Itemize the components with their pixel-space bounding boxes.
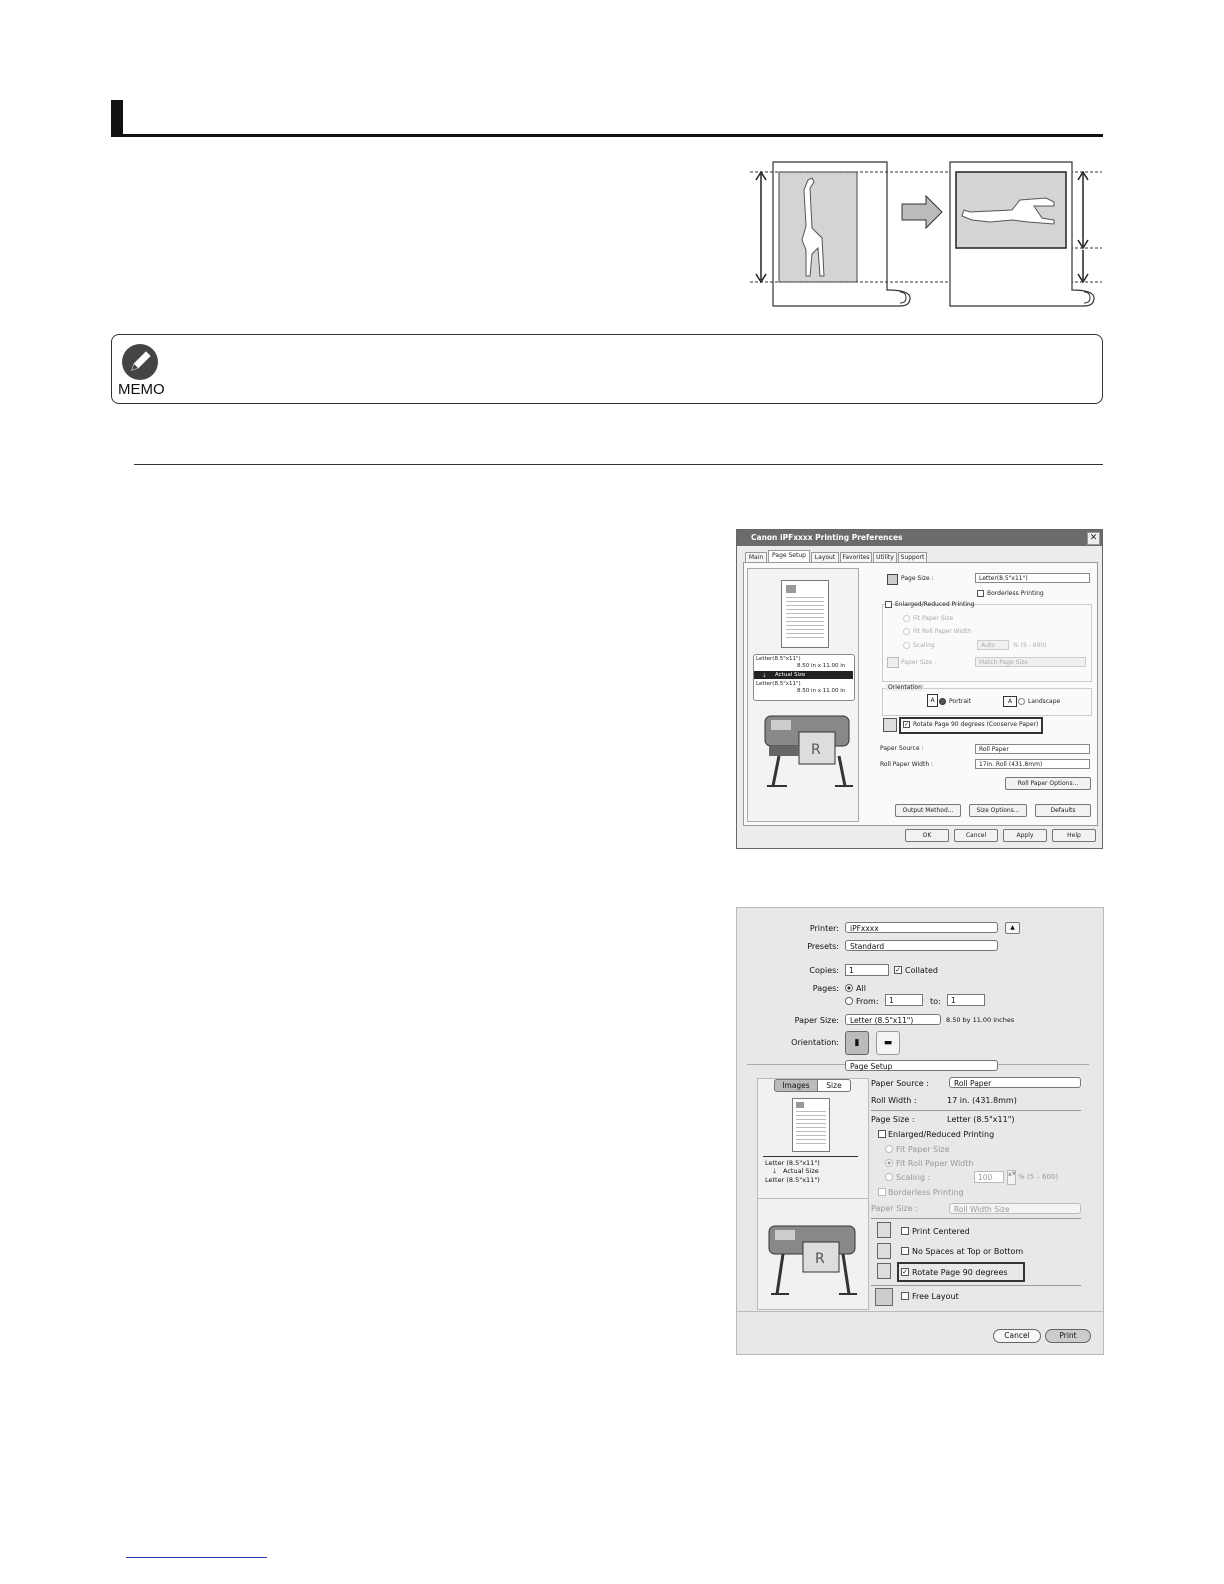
rotate-label: Rotate Page 90 degrees (Conserve Paper) (913, 721, 1039, 728)
defaults-button[interactable]: Defaults (1035, 804, 1091, 817)
mac-roll-width-value: 17 in. (431.8mm) (947, 1096, 1017, 1105)
page-size-select[interactable]: Letter(8.5"x11") (975, 573, 1090, 583)
apply-button[interactable]: Apply (1003, 829, 1047, 842)
tab-images[interactable]: Images (774, 1079, 818, 1092)
output-method-button[interactable]: Output Method... (895, 804, 961, 817)
mac-roll-width-label: Roll Width : (871, 1096, 917, 1105)
pages-from-radio[interactable] (845, 997, 853, 1005)
tab-layout[interactable]: Layout (811, 552, 839, 564)
collated-label: Collated (905, 966, 938, 975)
free-layout-icon (875, 1288, 893, 1306)
paper-size-label: Paper Size: (794, 1016, 839, 1025)
enlarged-checkbox[interactable] (885, 601, 892, 608)
fit-paper-label: Fit Paper Size (913, 615, 954, 622)
paper-size-select[interactable]: Match Page Size (975, 657, 1086, 667)
scaling-range: % (5 - 600) (1013, 642, 1047, 649)
page-thumbnail (781, 580, 829, 648)
tab-page-setup[interactable]: Page Setup (768, 550, 810, 564)
dialog-title-bar (737, 530, 1102, 546)
preview-dims-line2: 8.50 in x 11.00 in (797, 688, 846, 694)
tab-favorites[interactable]: Favorites (840, 552, 872, 564)
copies-label: Copies: (809, 966, 839, 975)
tab-size[interactable]: Size (817, 1079, 851, 1092)
rule-2 (871, 1218, 1081, 1219)
mac-enlarged-checkbox[interactable] (878, 1130, 886, 1138)
mac-preview-line2: Letter (8.5"x11") (765, 1176, 820, 1184)
paper-dimensions: 8.50 by 11.00 inches (946, 1016, 1015, 1024)
landscape-orientation-icon[interactable]: ▬ (876, 1031, 900, 1055)
to-label: to: (930, 997, 941, 1006)
printer-popup[interactable]: iPFxxxx (845, 922, 998, 933)
arrow-down-icon: 🡓 (763, 673, 766, 679)
actual-size-label: Actual Size (775, 672, 806, 678)
pencil-icon (122, 344, 158, 380)
rotate-page-icon (883, 718, 897, 732)
scaling-stepper-icon[interactable]: ▲▼ (1007, 1170, 1016, 1185)
pane-popup[interactable]: Page Setup (845, 1060, 998, 1071)
mac-arrow-down-icon: 🡓 (773, 1167, 777, 1175)
scaling-radio[interactable] (903, 642, 910, 649)
mac-paper-source-label: Paper Source : (871, 1079, 929, 1088)
help-button[interactable]: Help (1052, 829, 1096, 842)
mac-borderless-label: Borderless Printing (888, 1188, 964, 1197)
landscape-radio[interactable] (1018, 698, 1025, 705)
no-spaces-label: No Spaces at Top or Bottom (912, 1247, 1024, 1256)
mac-enlarged-label: Enlarged/Reduced Printing (888, 1130, 995, 1139)
mac-page-thumbnail (792, 1098, 830, 1152)
borderless-checkbox[interactable] (977, 590, 984, 597)
size-options-button[interactable]: Size Options... (969, 804, 1027, 817)
preview-rule (763, 1156, 858, 1157)
cancel-button[interactable]: Cancel (954, 829, 998, 842)
from-field[interactable]: 1 (885, 994, 923, 1006)
rule-1 (871, 1110, 1081, 1111)
mac-cancel-button[interactable]: Cancel (993, 1329, 1041, 1343)
roll-paper-options-button[interactable]: Roll Paper Options... (1005, 777, 1091, 790)
memo-box (111, 334, 1103, 404)
dialog-title: Canon iPFxxxx Printing Preferences (751, 533, 903, 542)
svg-text:R: R (815, 1251, 825, 1267)
rotate-checkbox[interactable]: ✓ (904, 721, 910, 728)
memo-label: MEMO (118, 381, 165, 398)
mac-preview-line1: Letter (8.5"x11") (765, 1159, 820, 1167)
rotate-page-illustration (750, 158, 1102, 310)
rule-3 (871, 1285, 1081, 1286)
mac-paper-size2-label: Paper Size : (871, 1204, 918, 1213)
mac-page-size-value: Letter (8.5"x11") (947, 1115, 1015, 1124)
mac-paper-size2-popup[interactable]: Roll Width Size (949, 1203, 1081, 1214)
printer-label: Printer: (809, 924, 839, 933)
mac-fit-paper-label: Fit Paper Size (896, 1145, 950, 1154)
fit-roll-radio[interactable] (903, 628, 910, 635)
mac-print-dialog (736, 907, 1104, 1355)
from-label: From: (856, 997, 879, 1006)
mac-fit-roll-radio[interactable] (885, 1159, 893, 1167)
windows-printing-preferences-dialog (736, 529, 1103, 849)
footer-divider (737, 1311, 1103, 1312)
borderless-label: Borderless Printing (987, 590, 1044, 597)
svg-text:R: R (811, 742, 821, 758)
landscape-icon: A (1003, 696, 1017, 707)
print-centered-icon (877, 1222, 891, 1238)
tab-support[interactable]: Support (898, 552, 927, 564)
presets-label: Presets: (807, 942, 839, 951)
mac-scaling-label: Scaling : (896, 1173, 931, 1182)
footer-link-underline[interactable] (126, 1557, 267, 1558)
roll-width-label: Roll Paper Width : (880, 761, 934, 768)
mac-print-button[interactable]: Print (1045, 1329, 1091, 1343)
free-layout-checkbox[interactable] (901, 1292, 909, 1300)
mac-rotate-checkbox[interactable]: ✓ (902, 1268, 908, 1276)
pages-all-label: All (856, 984, 866, 993)
mac-scaling-radio[interactable] (885, 1173, 893, 1181)
page-size-icon (887, 574, 898, 585)
mac-rotate-label: Rotate Page 90 degrees (912, 1268, 1008, 1277)
portrait-label: Portrait (949, 698, 972, 705)
page-size-label: Page Size : (901, 575, 934, 582)
scaling-input[interactable]: Auto (977, 640, 1009, 650)
preview-size-line2: Letter(8.5"x11") (756, 681, 801, 687)
section-divider (134, 464, 1103, 465)
mac-scaling-range: % (5 – 600) (1018, 1173, 1059, 1181)
rotate-page-icon (877, 1263, 891, 1279)
fit-roll-label: Fit Roll Paper Width (913, 628, 972, 635)
preview-size-line1: Letter(8.5"x11") (756, 656, 801, 662)
print-centered-label: Print Centered (912, 1227, 970, 1236)
collated-checkbox[interactable]: ✓ (895, 966, 901, 974)
pages-label: Pages: (812, 984, 839, 993)
scaling-label: Scaling (913, 642, 935, 649)
to-field[interactable]: 1 (947, 994, 985, 1006)
fit-paper-radio[interactable] (903, 615, 910, 622)
disclosure-triangle-icon[interactable]: ▲ (1005, 922, 1020, 934)
mac-borderless-checkbox[interactable] (878, 1188, 886, 1196)
paper-size-icon (887, 657, 899, 668)
mac-page-size-label: Page Size : (871, 1115, 915, 1124)
paper-source-select[interactable]: Roll Paper (975, 744, 1090, 754)
mac-preview-actual: Actual Size (783, 1167, 819, 1175)
enlarged-label: Enlarged/Reduced Printing (895, 601, 975, 608)
orientation-label: Orientation: (791, 1038, 839, 1047)
orientation-group (882, 688, 1092, 716)
ok-button[interactable]: OK (905, 829, 949, 842)
mac-fit-roll-label: Fit Roll Paper Width (896, 1159, 974, 1168)
mac-paper-source-popup[interactable]: Roll Paper (949, 1077, 1081, 1088)
portrait-icon: A (927, 694, 938, 707)
mac-printer-illustration (765, 1218, 861, 1298)
no-spaces-icon (877, 1243, 891, 1259)
landscape-label: Landscape (1028, 698, 1061, 705)
mac-scaling-field[interactable]: 100 (974, 1171, 1004, 1183)
orientation-label: Orientation (888, 684, 922, 691)
portrait-radio[interactable] (939, 698, 946, 705)
presets-popup[interactable]: Standard (845, 940, 998, 951)
preview-dims-line1: 8.50 in x 11.00 in (797, 663, 846, 669)
copies-field[interactable]: 1 (845, 964, 889, 976)
print-centered-checkbox[interactable] (901, 1227, 909, 1235)
mac-fit-paper-radio[interactable] (885, 1145, 893, 1153)
tab-utility[interactable]: Utility (873, 552, 897, 564)
tab-main[interactable]: Main (745, 552, 767, 564)
printer-illustration (759, 706, 857, 790)
paper-source-label: Paper Source : (880, 745, 924, 752)
free-layout-label: Free Layout (912, 1292, 959, 1301)
close-icon[interactable]: ✕ (1087, 532, 1100, 545)
portrait-orientation-icon[interactable]: ▮ (845, 1031, 869, 1055)
no-spaces-checkbox[interactable] (901, 1247, 909, 1255)
section-header-bar (111, 100, 123, 136)
section-header-rule (111, 134, 1103, 137)
paper-size-popup[interactable]: Letter (8.5"x11") (845, 1014, 941, 1025)
roll-width-select[interactable]: 17in. Roll (431.8mm) (975, 759, 1090, 769)
pages-all-radio[interactable] (845, 984, 853, 992)
paper-size-label: Paper Size : (901, 659, 937, 666)
